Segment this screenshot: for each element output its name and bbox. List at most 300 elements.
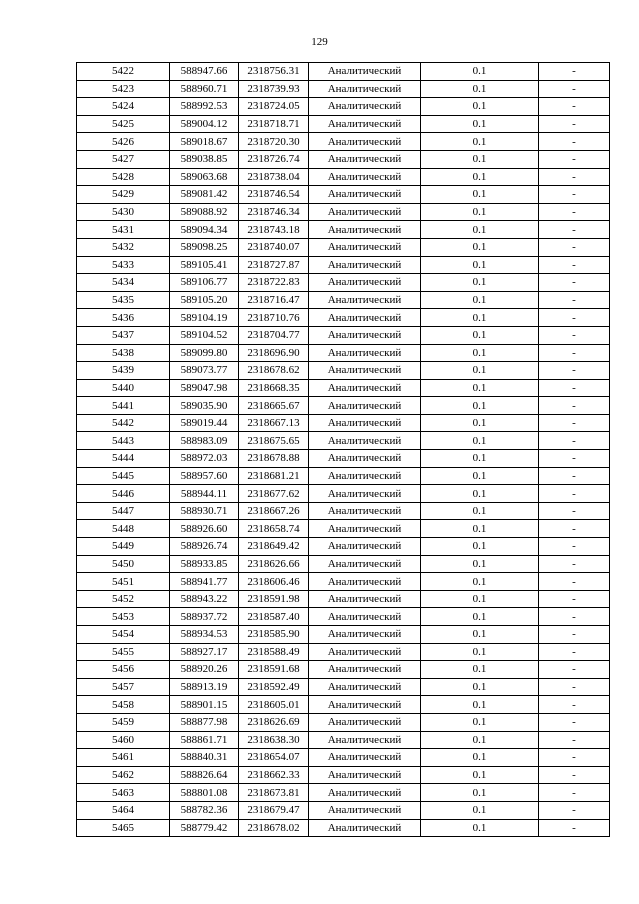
method-cell: Аналитический bbox=[309, 696, 421, 714]
x-coordinate-cell: 588826.64 bbox=[170, 766, 239, 784]
note-cell: - bbox=[539, 608, 610, 626]
accuracy-cell: 0.1 bbox=[421, 379, 539, 397]
x-coordinate-cell: 588933.85 bbox=[170, 555, 239, 573]
method-cell: Аналитический bbox=[309, 713, 421, 731]
method-cell: Аналитический bbox=[309, 115, 421, 133]
table-row bbox=[77, 749, 610, 767]
point-number-cell: 5444 bbox=[77, 450, 170, 468]
note-cell: - bbox=[539, 590, 610, 608]
point-number-cell: 5463 bbox=[77, 784, 170, 802]
accuracy-cell: 0.1 bbox=[421, 344, 539, 362]
note-cell: - bbox=[539, 643, 610, 661]
x-coordinate-cell: 588920.26 bbox=[170, 661, 239, 679]
y-coordinate-cell: 2318746.34 bbox=[239, 203, 309, 221]
table-row bbox=[77, 168, 610, 186]
method-cell: Аналитический bbox=[309, 221, 421, 239]
point-number-cell: 5456 bbox=[77, 661, 170, 679]
x-coordinate-cell: 588877.98 bbox=[170, 713, 239, 731]
y-coordinate-cell: 2318722.83 bbox=[239, 274, 309, 292]
method-cell: Аналитический bbox=[309, 379, 421, 397]
accuracy-cell: 0.1 bbox=[421, 98, 539, 116]
y-coordinate-cell: 2318673.81 bbox=[239, 784, 309, 802]
method-cell: Аналитический bbox=[309, 133, 421, 151]
table-row bbox=[77, 678, 610, 696]
x-coordinate-cell: 588957.60 bbox=[170, 467, 239, 485]
accuracy-cell: 0.1 bbox=[421, 63, 539, 81]
x-coordinate-cell: 589047.98 bbox=[170, 379, 239, 397]
method-cell: Аналитический bbox=[309, 397, 421, 415]
accuracy-cell: 0.1 bbox=[421, 309, 539, 327]
table-row bbox=[77, 731, 610, 749]
point-number-cell: 5440 bbox=[77, 379, 170, 397]
x-coordinate-cell: 589105.20 bbox=[170, 291, 239, 309]
method-cell: Аналитический bbox=[309, 502, 421, 520]
y-coordinate-cell: 2318654.07 bbox=[239, 749, 309, 767]
y-coordinate-cell: 2318662.33 bbox=[239, 766, 309, 784]
point-number-cell: 5457 bbox=[77, 678, 170, 696]
x-coordinate-cell: 588779.42 bbox=[170, 819, 239, 837]
method-cell: Аналитический bbox=[309, 344, 421, 362]
method-cell: Аналитический bbox=[309, 678, 421, 696]
note-cell: - bbox=[539, 661, 610, 679]
point-number-cell: 5462 bbox=[77, 766, 170, 784]
table-row bbox=[77, 696, 610, 714]
point-number-cell: 5443 bbox=[77, 432, 170, 450]
note-cell: - bbox=[539, 467, 610, 485]
y-coordinate-cell: 2318740.07 bbox=[239, 238, 309, 256]
table-row bbox=[77, 98, 610, 116]
accuracy-cell: 0.1 bbox=[421, 573, 539, 591]
x-coordinate-cell: 589098.25 bbox=[170, 238, 239, 256]
point-number-cell: 5446 bbox=[77, 485, 170, 503]
accuracy-cell: 0.1 bbox=[421, 678, 539, 696]
point-number-cell: 5459 bbox=[77, 713, 170, 731]
coordinates-table-body bbox=[77, 63, 610, 837]
table-row bbox=[77, 133, 610, 151]
note-cell: - bbox=[539, 115, 610, 133]
y-coordinate-cell: 2318678.02 bbox=[239, 819, 309, 837]
method-cell: Аналитический bbox=[309, 256, 421, 274]
method-cell: Аналитический bbox=[309, 749, 421, 767]
table-row bbox=[77, 115, 610, 133]
x-coordinate-cell: 588927.17 bbox=[170, 643, 239, 661]
note-cell: - bbox=[539, 573, 610, 591]
table-row bbox=[77, 326, 610, 344]
method-cell: Аналитический bbox=[309, 326, 421, 344]
method-cell: Аналитический bbox=[309, 168, 421, 186]
accuracy-cell: 0.1 bbox=[421, 485, 539, 503]
x-coordinate-cell: 589105.41 bbox=[170, 256, 239, 274]
point-number-cell: 5450 bbox=[77, 555, 170, 573]
note-cell: - bbox=[539, 291, 610, 309]
table-row bbox=[77, 608, 610, 626]
note-cell: - bbox=[539, 186, 610, 204]
table-row bbox=[77, 274, 610, 292]
accuracy-cell: 0.1 bbox=[421, 801, 539, 819]
note-cell: - bbox=[539, 432, 610, 450]
table-row bbox=[77, 643, 610, 661]
point-number-cell: 5454 bbox=[77, 626, 170, 644]
accuracy-cell: 0.1 bbox=[421, 538, 539, 556]
table-row bbox=[77, 713, 610, 731]
table-row bbox=[77, 450, 610, 468]
accuracy-cell: 0.1 bbox=[421, 133, 539, 151]
x-coordinate-cell: 588840.31 bbox=[170, 749, 239, 767]
point-number-cell: 5441 bbox=[77, 397, 170, 415]
point-number-cell: 5433 bbox=[77, 256, 170, 274]
point-number-cell: 5434 bbox=[77, 274, 170, 292]
x-coordinate-cell: 589099.80 bbox=[170, 344, 239, 362]
point-number-cell: 5438 bbox=[77, 344, 170, 362]
y-coordinate-cell: 2318743.18 bbox=[239, 221, 309, 239]
y-coordinate-cell: 2318626.66 bbox=[239, 555, 309, 573]
method-cell: Аналитический bbox=[309, 203, 421, 221]
accuracy-cell: 0.1 bbox=[421, 256, 539, 274]
table-row bbox=[77, 397, 610, 415]
x-coordinate-cell: 589088.92 bbox=[170, 203, 239, 221]
method-cell: Аналитический bbox=[309, 661, 421, 679]
accuracy-cell: 0.1 bbox=[421, 749, 539, 767]
accuracy-cell: 0.1 bbox=[421, 731, 539, 749]
method-cell: Аналитический bbox=[309, 450, 421, 468]
x-coordinate-cell: 589063.68 bbox=[170, 168, 239, 186]
x-coordinate-cell: 588801.08 bbox=[170, 784, 239, 802]
note-cell: - bbox=[539, 256, 610, 274]
table-row bbox=[77, 801, 610, 819]
y-coordinate-cell: 2318605.01 bbox=[239, 696, 309, 714]
y-coordinate-cell: 2318718.71 bbox=[239, 115, 309, 133]
method-cell: Аналитический bbox=[309, 485, 421, 503]
accuracy-cell: 0.1 bbox=[421, 643, 539, 661]
y-coordinate-cell: 2318681.21 bbox=[239, 467, 309, 485]
point-number-cell: 5451 bbox=[77, 573, 170, 591]
table-row bbox=[77, 362, 610, 380]
accuracy-cell: 0.1 bbox=[421, 626, 539, 644]
note-cell: - bbox=[539, 749, 610, 767]
y-coordinate-cell: 2318675.65 bbox=[239, 432, 309, 450]
y-coordinate-cell: 2318724.05 bbox=[239, 98, 309, 116]
note-cell: - bbox=[539, 766, 610, 784]
x-coordinate-cell: 589094.34 bbox=[170, 221, 239, 239]
x-coordinate-cell: 588926.74 bbox=[170, 538, 239, 556]
note-cell: - bbox=[539, 168, 610, 186]
table-row bbox=[77, 502, 610, 520]
y-coordinate-cell: 2318720.30 bbox=[239, 133, 309, 151]
y-coordinate-cell: 2318679.47 bbox=[239, 801, 309, 819]
note-cell: - bbox=[539, 309, 610, 327]
accuracy-cell: 0.1 bbox=[421, 115, 539, 133]
accuracy-cell: 0.1 bbox=[421, 555, 539, 573]
point-number-cell: 5426 bbox=[77, 133, 170, 151]
y-coordinate-cell: 2318585.90 bbox=[239, 626, 309, 644]
table-row bbox=[77, 344, 610, 362]
table-row bbox=[77, 784, 610, 802]
x-coordinate-cell: 589104.52 bbox=[170, 326, 239, 344]
method-cell: Аналитический bbox=[309, 80, 421, 98]
x-coordinate-cell: 588901.15 bbox=[170, 696, 239, 714]
note-cell: - bbox=[539, 784, 610, 802]
accuracy-cell: 0.1 bbox=[421, 326, 539, 344]
table-row bbox=[77, 467, 610, 485]
x-coordinate-cell: 588913.19 bbox=[170, 678, 239, 696]
x-coordinate-cell: 589104.19 bbox=[170, 309, 239, 327]
point-number-cell: 5435 bbox=[77, 291, 170, 309]
y-coordinate-cell: 2318588.49 bbox=[239, 643, 309, 661]
note-cell: - bbox=[539, 362, 610, 380]
accuracy-cell: 0.1 bbox=[421, 203, 539, 221]
x-coordinate-cell: 588930.71 bbox=[170, 502, 239, 520]
point-number-cell: 5461 bbox=[77, 749, 170, 767]
y-coordinate-cell: 2318677.62 bbox=[239, 485, 309, 503]
point-number-cell: 5464 bbox=[77, 801, 170, 819]
x-coordinate-cell: 589081.42 bbox=[170, 186, 239, 204]
x-coordinate-cell: 589019.44 bbox=[170, 414, 239, 432]
point-number-cell: 5423 bbox=[77, 80, 170, 98]
note-cell: - bbox=[539, 696, 610, 714]
method-cell: Аналитический bbox=[309, 819, 421, 837]
point-number-cell: 5431 bbox=[77, 221, 170, 239]
note-cell: - bbox=[539, 63, 610, 81]
table-row bbox=[77, 661, 610, 679]
accuracy-cell: 0.1 bbox=[421, 784, 539, 802]
accuracy-cell: 0.1 bbox=[421, 291, 539, 309]
point-number-cell: 5429 bbox=[77, 186, 170, 204]
y-coordinate-cell: 2318592.49 bbox=[239, 678, 309, 696]
note-cell: - bbox=[539, 133, 610, 151]
method-cell: Аналитический bbox=[309, 608, 421, 626]
table-row bbox=[77, 520, 610, 538]
y-coordinate-cell: 2318704.77 bbox=[239, 326, 309, 344]
accuracy-cell: 0.1 bbox=[421, 168, 539, 186]
y-coordinate-cell: 2318678.62 bbox=[239, 362, 309, 380]
y-coordinate-cell: 2318727.87 bbox=[239, 256, 309, 274]
table-row bbox=[77, 573, 610, 591]
x-coordinate-cell: 589073.77 bbox=[170, 362, 239, 380]
note-cell: - bbox=[539, 485, 610, 503]
y-coordinate-cell: 2318738.04 bbox=[239, 168, 309, 186]
note-cell: - bbox=[539, 379, 610, 397]
x-coordinate-cell: 588972.03 bbox=[170, 450, 239, 468]
y-coordinate-cell: 2318667.13 bbox=[239, 414, 309, 432]
point-number-cell: 5448 bbox=[77, 520, 170, 538]
y-coordinate-cell: 2318678.88 bbox=[239, 450, 309, 468]
accuracy-cell: 0.1 bbox=[421, 467, 539, 485]
point-number-cell: 5428 bbox=[77, 168, 170, 186]
note-cell: - bbox=[539, 678, 610, 696]
table-row bbox=[77, 221, 610, 239]
table-row bbox=[77, 238, 610, 256]
note-cell: - bbox=[539, 450, 610, 468]
method-cell: Аналитический bbox=[309, 98, 421, 116]
accuracy-cell: 0.1 bbox=[421, 766, 539, 784]
method-cell: Аналитический bbox=[309, 150, 421, 168]
x-coordinate-cell: 588947.66 bbox=[170, 63, 239, 81]
note-cell: - bbox=[539, 397, 610, 415]
x-coordinate-cell: 588960.71 bbox=[170, 80, 239, 98]
note-cell: - bbox=[539, 538, 610, 556]
note-cell: - bbox=[539, 555, 610, 573]
method-cell: Аналитический bbox=[309, 274, 421, 292]
note-cell: - bbox=[539, 414, 610, 432]
x-coordinate-cell: 589035.90 bbox=[170, 397, 239, 415]
x-coordinate-cell: 588983.09 bbox=[170, 432, 239, 450]
table-row bbox=[77, 291, 610, 309]
table-row bbox=[77, 538, 610, 556]
point-number-cell: 5437 bbox=[77, 326, 170, 344]
method-cell: Аналитический bbox=[309, 309, 421, 327]
y-coordinate-cell: 2318668.35 bbox=[239, 379, 309, 397]
accuracy-cell: 0.1 bbox=[421, 186, 539, 204]
note-cell: - bbox=[539, 80, 610, 98]
accuracy-cell: 0.1 bbox=[421, 520, 539, 538]
y-coordinate-cell: 2318587.40 bbox=[239, 608, 309, 626]
table-row bbox=[77, 485, 610, 503]
y-coordinate-cell: 2318606.46 bbox=[239, 573, 309, 591]
x-coordinate-cell: 588926.60 bbox=[170, 520, 239, 538]
accuracy-cell: 0.1 bbox=[421, 590, 539, 608]
accuracy-cell: 0.1 bbox=[421, 221, 539, 239]
accuracy-cell: 0.1 bbox=[421, 362, 539, 380]
note-cell: - bbox=[539, 502, 610, 520]
method-cell: Аналитический bbox=[309, 801, 421, 819]
note-cell: - bbox=[539, 731, 610, 749]
y-coordinate-cell: 2318626.69 bbox=[239, 713, 309, 731]
y-coordinate-cell: 2318746.54 bbox=[239, 186, 309, 204]
point-number-cell: 5427 bbox=[77, 150, 170, 168]
table-row bbox=[77, 414, 610, 432]
y-coordinate-cell: 2318591.68 bbox=[239, 661, 309, 679]
x-coordinate-cell: 588944.11 bbox=[170, 485, 239, 503]
method-cell: Аналитический bbox=[309, 643, 421, 661]
y-coordinate-cell: 2318649.42 bbox=[239, 538, 309, 556]
accuracy-cell: 0.1 bbox=[421, 274, 539, 292]
accuracy-cell: 0.1 bbox=[421, 432, 539, 450]
page-number: 129 bbox=[311, 36, 328, 48]
note-cell: - bbox=[539, 520, 610, 538]
y-coordinate-cell: 2318665.67 bbox=[239, 397, 309, 415]
note-cell: - bbox=[539, 344, 610, 362]
method-cell: Аналитический bbox=[309, 590, 421, 608]
note-cell: - bbox=[539, 238, 610, 256]
method-cell: Аналитический bbox=[309, 520, 421, 538]
method-cell: Аналитический bbox=[309, 573, 421, 591]
coordinates-table bbox=[76, 62, 610, 837]
method-cell: Аналитический bbox=[309, 784, 421, 802]
point-number-cell: 5425 bbox=[77, 115, 170, 133]
y-coordinate-cell: 2318756.31 bbox=[239, 63, 309, 81]
method-cell: Аналитический bbox=[309, 538, 421, 556]
accuracy-cell: 0.1 bbox=[421, 150, 539, 168]
method-cell: Аналитический bbox=[309, 731, 421, 749]
point-number-cell: 5422 bbox=[77, 63, 170, 81]
accuracy-cell: 0.1 bbox=[421, 696, 539, 714]
point-number-cell: 5424 bbox=[77, 98, 170, 116]
note-cell: - bbox=[539, 713, 610, 731]
accuracy-cell: 0.1 bbox=[421, 502, 539, 520]
point-number-cell: 5458 bbox=[77, 696, 170, 714]
method-cell: Аналитический bbox=[309, 186, 421, 204]
method-cell: Аналитический bbox=[309, 467, 421, 485]
y-coordinate-cell: 2318696.90 bbox=[239, 344, 309, 362]
accuracy-cell: 0.1 bbox=[421, 661, 539, 679]
x-coordinate-cell: 589018.67 bbox=[170, 133, 239, 151]
point-number-cell: 5465 bbox=[77, 819, 170, 837]
point-number-cell: 5449 bbox=[77, 538, 170, 556]
method-cell: Аналитический bbox=[309, 414, 421, 432]
table-row bbox=[77, 309, 610, 327]
note-cell: - bbox=[539, 98, 610, 116]
table-row bbox=[77, 432, 610, 450]
method-cell: Аналитический bbox=[309, 766, 421, 784]
y-coordinate-cell: 2318638.30 bbox=[239, 731, 309, 749]
point-number-cell: 5445 bbox=[77, 467, 170, 485]
table-row bbox=[77, 590, 610, 608]
accuracy-cell: 0.1 bbox=[421, 713, 539, 731]
table-row bbox=[77, 186, 610, 204]
method-cell: Аналитический bbox=[309, 291, 421, 309]
note-cell: - bbox=[539, 801, 610, 819]
accuracy-cell: 0.1 bbox=[421, 608, 539, 626]
x-coordinate-cell: 588861.71 bbox=[170, 731, 239, 749]
y-coordinate-cell: 2318591.98 bbox=[239, 590, 309, 608]
table-row bbox=[77, 63, 610, 81]
point-number-cell: 5436 bbox=[77, 309, 170, 327]
note-cell: - bbox=[539, 203, 610, 221]
method-cell: Аналитический bbox=[309, 555, 421, 573]
method-cell: Аналитический bbox=[309, 362, 421, 380]
point-number-cell: 5452 bbox=[77, 590, 170, 608]
method-cell: Аналитический bbox=[309, 432, 421, 450]
table-row bbox=[77, 203, 610, 221]
x-coordinate-cell: 589038.85 bbox=[170, 150, 239, 168]
table-row bbox=[77, 819, 610, 837]
table-row bbox=[77, 256, 610, 274]
point-number-cell: 5432 bbox=[77, 238, 170, 256]
note-cell: - bbox=[539, 819, 610, 837]
y-coordinate-cell: 2318667.26 bbox=[239, 502, 309, 520]
note-cell: - bbox=[539, 274, 610, 292]
point-number-cell: 5453 bbox=[77, 608, 170, 626]
point-number-cell: 5460 bbox=[77, 731, 170, 749]
point-number-cell: 5430 bbox=[77, 203, 170, 221]
accuracy-cell: 0.1 bbox=[421, 80, 539, 98]
note-cell: - bbox=[539, 221, 610, 239]
table-row bbox=[77, 555, 610, 573]
x-coordinate-cell: 588934.53 bbox=[170, 626, 239, 644]
point-number-cell: 5455 bbox=[77, 643, 170, 661]
accuracy-cell: 0.1 bbox=[421, 414, 539, 432]
method-cell: Аналитический bbox=[309, 626, 421, 644]
x-coordinate-cell: 588943.22 bbox=[170, 590, 239, 608]
table-row bbox=[77, 150, 610, 168]
x-coordinate-cell: 588937.72 bbox=[170, 608, 239, 626]
y-coordinate-cell: 2318716.47 bbox=[239, 291, 309, 309]
note-cell: - bbox=[539, 626, 610, 644]
y-coordinate-cell: 2318726.74 bbox=[239, 150, 309, 168]
table-row bbox=[77, 626, 610, 644]
y-coordinate-cell: 2318658.74 bbox=[239, 520, 309, 538]
x-coordinate-cell: 588992.53 bbox=[170, 98, 239, 116]
accuracy-cell: 0.1 bbox=[421, 238, 539, 256]
note-cell: - bbox=[539, 326, 610, 344]
point-number-cell: 5439 bbox=[77, 362, 170, 380]
table-row bbox=[77, 80, 610, 98]
method-cell: Аналитический bbox=[309, 63, 421, 81]
accuracy-cell: 0.1 bbox=[421, 819, 539, 837]
note-cell: - bbox=[539, 150, 610, 168]
x-coordinate-cell: 588782.36 bbox=[170, 801, 239, 819]
y-coordinate-cell: 2318710.76 bbox=[239, 309, 309, 327]
